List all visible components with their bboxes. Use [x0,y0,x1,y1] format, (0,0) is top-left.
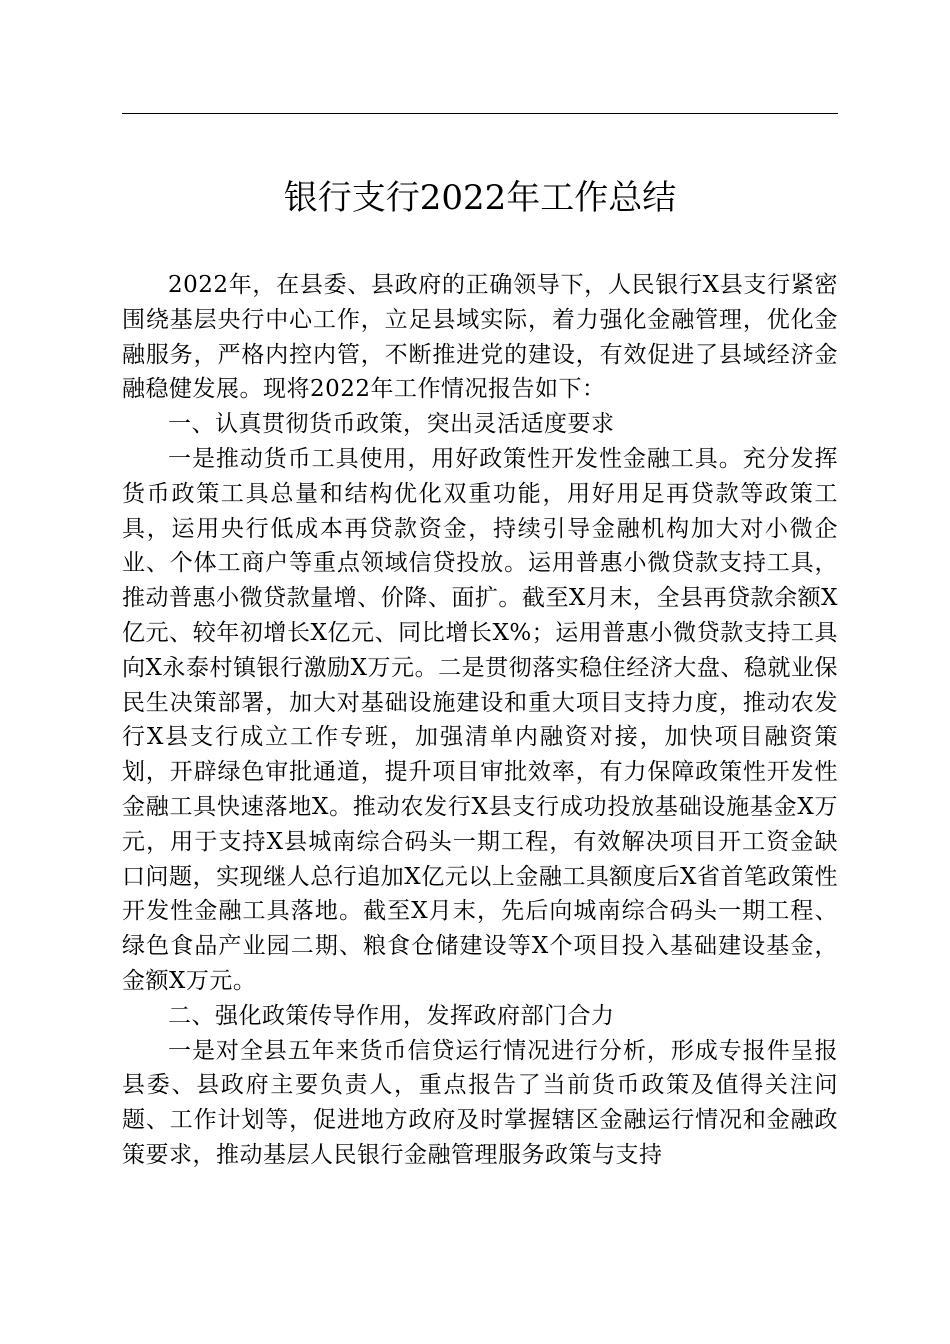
document-title: 银行支行2022年工作总结 [283,178,677,218]
header-rule [122,113,838,114]
section-heading-2: 二、强化政策传导作用，发挥政府部门合力 [168,1002,615,1029]
section-1-paragraph: 一是推动货币工具使用，用好政策性开发性金融工具。充分发挥货币政策工具总量和结构优化双重功能，用好用足再贷款等政策工具，运用央行低成本再贷款资金，持续引导金融机构加大对小微企业、个体工商户等重点领域信贷投放。运用普惠小微贷款支持工具，推动普惠小微贷款量增、价降、面扩。截至X月末，全县再贷款余额X亿元、较年初增长X亿元、同比增长X%；运用普惠小微贷款支持工具向X永泰村镇银行激励X万元。二是贯彻落实稳住经济大盘、稳就业保民生决策部署，加大对基础设施建设和重大项目支持力度，推动农发行X县支行成立工作专班，加强清单内融资对接，加快项目融资策划，开辟绿色审批通道，提升项目审批效率，有力保障政策性开发性金融工具快速落地X。推动农发行X县支行成功投放基础设施基金X万元，用于支持X县城南综合码头一期工程，有效解决项目开工资金缺口问题，实现继人总行追加X亿元以上金融工具额度后X省首笔政策性开发性金融工具落地。截至X月末，先后向城南综合码头一期工程、绿色食品产业园二期、粮食仓储建设等X个项目投入基础建设基金，金额X万元。 [122,445,838,994]
section-heading-1: 一、认真贯彻货币政策，突出灵活适度要求 [168,411,615,438]
document-body [122,268,838,1173]
intro-paragraph: 2022年，在县委、县政府的正确领导下，人民银行X县支行紧密围绕基层央行中心工作，立足县域实际，着力强化金融管理，优化金融服务，严格内控内管，不断推进党的建设，有效促进了县域经济金融稳健发展。现将2022年工作情况报告如下： [122,272,838,403]
section-2-paragraph: 一是对全县五年来货币信贷运行情况进行分析，形成专报件呈报县委、县政府主要负责人，重点报告了当前货币政策及值得关注问题、工作计划等，促进地方政府及时掌握辖区金融运行情况和金融政策要求，推动基层人民银行金融管理服务政策与支持 [122,1037,838,1168]
